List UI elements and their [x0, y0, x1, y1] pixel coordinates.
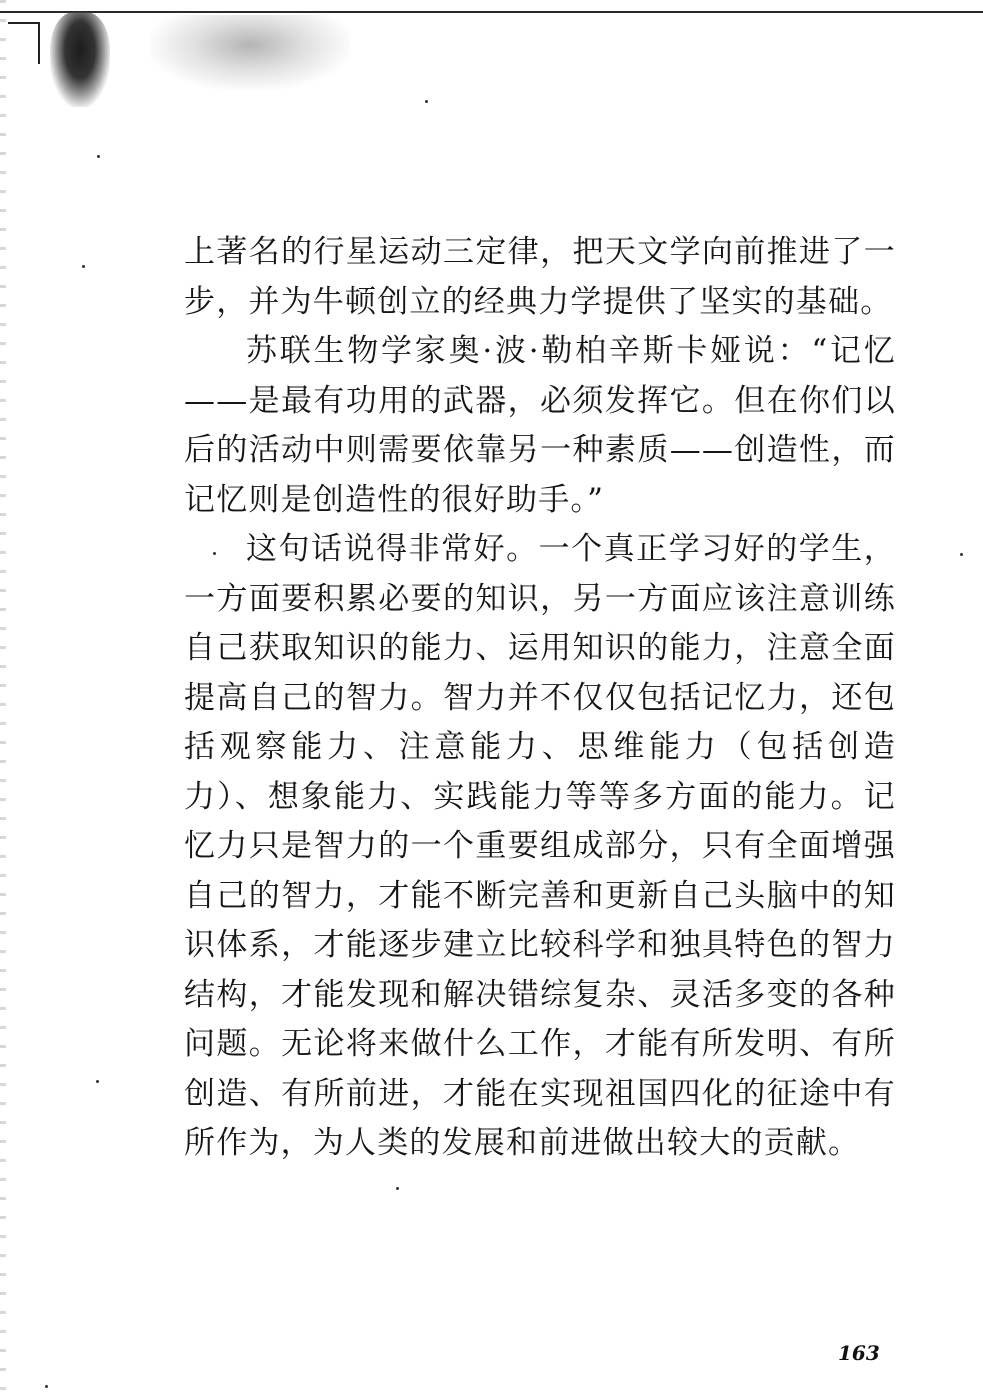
paragraph-quote: 苏联生物学家奥·波·勒柏辛斯卡娅说：“记忆——是最有功用的武器，必须发挥它。但在你们以后的活动中则需要依靠另一种素质——创造性，而记忆则是创造性的很好助手。” [184, 333, 896, 518]
scan-speck [396, 1187, 399, 1190]
scan-speck [960, 553, 963, 556]
scan-speck [45, 1385, 48, 1388]
paragraph-commentary: 这句话说得非常好。一个真正学习好的学生，一方面要积累必要的知识，另一方面应该注意训练自己获取知识的能力、运用知识的能力，注意全面提高自己的智力。智力并不仅仅包括记忆力，还包括观察能力、注意能力、思维能力（包括创造力）、想象能力、实践能力等等多方面的能力。记忆力只是智力的一个重要组成部分，只有全面增强自己的智力，才能不断完善和更新自己头脑中的知识体系，才能逐步建立比较科学和独具特色的智力结构，才能发现和解决错综复杂、灵活多变的各种问题。无论将来做什么工作，才能有所发明、有所创造、有所前进，才能在实现祖国四化的征途中有所作为，为人类的发展和前进做出较大的贡献。 [184, 531, 896, 1161]
scan-top-edge [0, 6, 983, 16]
scan-speck [97, 155, 100, 158]
paragraph-continued: 上著名的行星运动三定律，把天文学向前推进了一步，并为牛顿创立的经典力学提供了坚实的基础。 [184, 234, 896, 320]
body-text [184, 228, 896, 1169]
scan-left-edge [0, 0, 6, 1399]
scan-speck [82, 265, 85, 268]
page-number: 163 [838, 1341, 880, 1365]
scan-haze [150, 15, 350, 90]
ink-smudge [50, 12, 110, 107]
scan-speck [96, 1080, 99, 1083]
scan-corner-mark [8, 22, 40, 64]
scan-speck [425, 100, 428, 103]
